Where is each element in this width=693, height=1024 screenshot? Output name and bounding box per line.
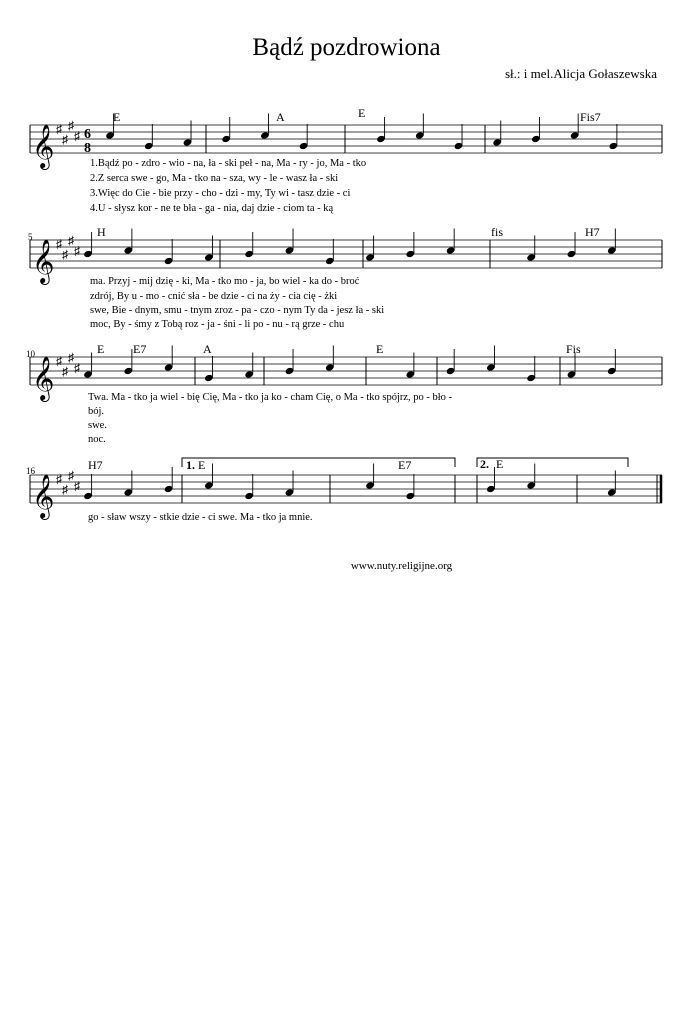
chord: A (203, 342, 212, 356)
chord: H (97, 225, 106, 239)
sharp-icon: ♯ (74, 244, 80, 258)
lyric-line: 2.Z serca swe - go, Ma - tko na - sza, wy - le - wasz ła - ski (90, 173, 339, 184)
sharp-icon: ♯ (56, 237, 62, 251)
chord: E7 (398, 458, 412, 472)
lyric-line: ma. Przyj - mij dzię - ki, Ma - tko mo - ja, bo wiel - ka do - broć (90, 276, 360, 287)
chord: E (113, 110, 121, 124)
lyric-line: 1.Bądź po - zdro - wio - na, ła - ski peł - na, Ma - ry - jo, Ma - tko (90, 158, 367, 169)
chord: E (496, 457, 504, 471)
chord: E (376, 342, 384, 356)
sharp-icon: ♯ (74, 361, 80, 375)
lyric-line: bój. (88, 406, 105, 417)
lyric-line: moc, By - śmy z Tobą roz - ja - śni - li po - nu - rą grze - chu (90, 319, 345, 330)
chord: Fis7 (580, 110, 601, 124)
treble-clef-icon: 𝄞 (32, 124, 55, 168)
lyric-line: 4.U - słysz kor - ne te bła - ga - nia, daj dzie - ciom ta - ką (90, 203, 334, 214)
chord: E7 (133, 342, 147, 356)
chord: A (276, 110, 285, 124)
treble-clef-icon: 𝄞 (32, 474, 55, 518)
time-signature: 8 (84, 141, 91, 156)
sharp-icon: ♯ (74, 479, 80, 493)
sharp-icon: ♯ (56, 122, 62, 136)
chord: fis (491, 225, 503, 239)
chord: E (198, 458, 206, 472)
author-credit: sł.: i mel.Alicja Gołaszewska (505, 66, 657, 81)
measure-number: 5 (28, 232, 33, 242)
lyric-line: go - sław wszy - stkie dzie - ci swe. Ma - tko ja mnie. (88, 512, 313, 523)
sharp-icon: ♯ (68, 350, 74, 365)
sharp-icon: ♯ (62, 482, 68, 497)
volta-bracket (477, 458, 628, 467)
chord: H7 (585, 225, 600, 239)
treble-clef-icon: 𝄞 (32, 239, 55, 283)
lyric-line: swe. (88, 420, 107, 431)
lyric-line: Twa. Ma - tko ja wiel - bię Cię, Ma - tko ja ko - cham Cię, o Ma - tko spójrz, po - bło - (88, 392, 453, 403)
sharp-icon: ♯ (68, 233, 74, 248)
time-signature: 6 (84, 127, 91, 142)
volta-bracket (182, 458, 455, 467)
sharp-icon: ♯ (68, 118, 74, 133)
sharp-icon: ♯ (74, 129, 80, 143)
lyric-line: noc. (88, 434, 106, 445)
sharp-icon: ♯ (62, 132, 68, 147)
measure-number: 10 (26, 349, 35, 359)
sharp-icon: ♯ (68, 468, 74, 483)
chord: E (358, 106, 366, 120)
song-title: Bądź pozdrowiona (252, 34, 441, 61)
measure-number: 16 (26, 466, 35, 476)
chord: E (97, 342, 105, 356)
sharp-icon: ♯ (62, 364, 68, 379)
sharp-icon: ♯ (56, 472, 62, 486)
sharp-icon: ♯ (62, 247, 68, 262)
sharp-icon: ♯ (56, 354, 62, 368)
treble-clef-icon: 𝄞 (32, 356, 55, 400)
lyric-line: swe, Bie - dnym, smu - tnym zroz - pa - czo - nym Ty da - jesz ła - ski (90, 305, 385, 316)
volta-second-label: 2. (480, 457, 489, 471)
chord: Fis (566, 342, 581, 356)
lyric-line: zdrój, By u - mo - cnić sła - be dzie - ci na ży - cia cię - żki (90, 291, 338, 302)
footer-url: www.nuty.religijne.org (350, 560, 453, 572)
volta-first-label: 1. (186, 458, 195, 472)
chord: H7 (88, 458, 103, 472)
lyric-line: 3.Więc do Cie - bie przy - cho - dzi - my, Ty wi - tasz dzie - ci (90, 188, 351, 199)
